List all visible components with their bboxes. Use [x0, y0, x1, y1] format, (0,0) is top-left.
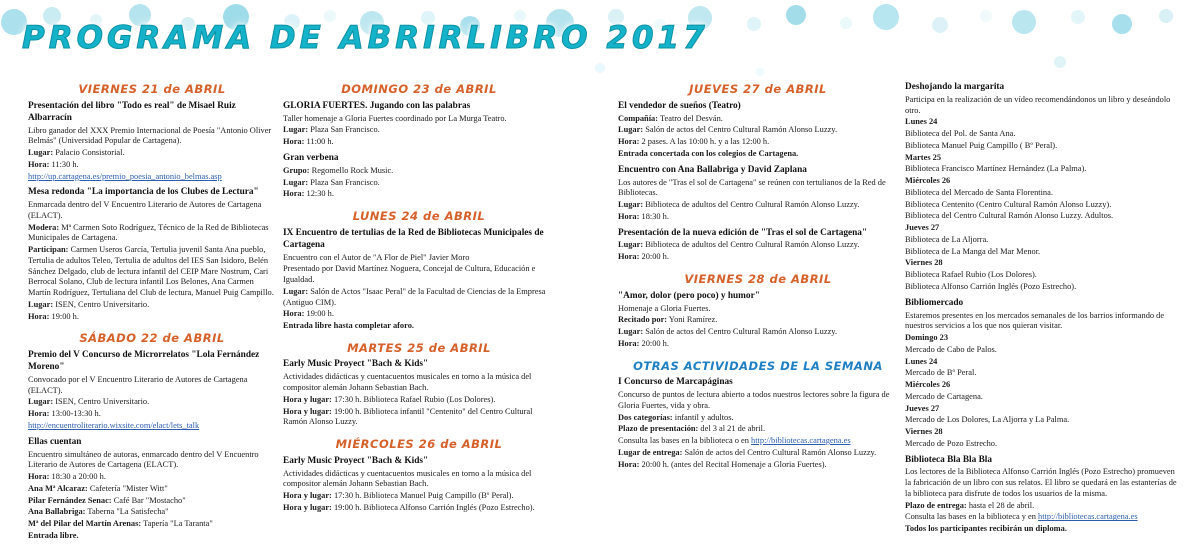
day-heading: SÁBADO 22 de ABRIL — [79, 331, 225, 346]
event-detail-line: Hora: 20:00 h. — [618, 252, 669, 262]
event-detail-line: Actividades didácticas y cuentacuentos musicales en torno a la música del compositor alemán Johann Sebastian Bach. — [283, 372, 532, 393]
event-block — [905, 298, 1180, 450]
detail-label: Lugar: — [28, 148, 54, 157]
event-detail-line: Hora: 18:30 a 20:00 h. — [28, 472, 106, 482]
event-detail-line: Hora: 12:30 h. — [283, 189, 334, 199]
event-detail-line: Participa en la realización de un vídeo recomendándonos un libro y deseándolo otro. — [905, 94, 1171, 115]
event-block — [618, 101, 898, 160]
detail-label: Lugar: — [618, 240, 644, 250]
bubble-decoration — [1112, 14, 1132, 34]
event-detail-line — [905, 223, 1180, 234]
event-detail-line: Biblioteca Rafael Rubio (Los Dolores). — [905, 270, 1037, 280]
detail-label: Recitado por: — [618, 315, 668, 325]
day-heading: VIERNES 28 de ABRIL — [684, 271, 832, 286]
day-heading: MARTES 25 de ABRIL — [347, 340, 491, 355]
detail-label: Entrada libre. — [28, 530, 79, 540]
event-detail-line: Biblioteca del Mercado de Santa Florentina. — [905, 187, 1053, 197]
event-detail-line: Los autores de "Tras el sol de Cartagena" se reúnen con tertulianos de la Red de Bibliotecas. — [618, 177, 886, 198]
event-title: Biblioteca Bla Bla Bla — [905, 454, 993, 465]
detail-label: Pilar Fernández Senac: — [28, 495, 112, 505]
event-detail-line: Biblioteca Francisco Martínez Hernández (La Palma). — [905, 164, 1087, 174]
bubble-decoration — [747, 17, 761, 31]
column-1 — [28, 82, 276, 547]
external-link[interactable]: http://up.cartagena.es/premio_poesia_antonio_belmas.asp — [28, 171, 222, 181]
event-block — [618, 377, 898, 470]
event-detail-line: Biblioteca del Pol. de Santa Ana. — [905, 129, 1016, 139]
event-title: Gran verbena — [283, 152, 339, 163]
detail-label: Domingo 23 — [905, 333, 949, 343]
event-block — [283, 228, 555, 332]
column-2 — [283, 82, 555, 519]
event-title: El vendedor de sueños (Teatro) — [618, 100, 741, 111]
bubble-decoration — [1054, 56, 1066, 68]
detail-label: Ana Ballabriga: — [28, 507, 86, 517]
bubble-decoration — [1012, 10, 1036, 34]
event-detail-line: Estaremos presentes en los mercados semanales de los barrios informando de nuestros servicios a los que nos quieran visitar. — [905, 310, 1165, 331]
detail-label: Miércoles 26 — [905, 176, 951, 186]
event-detail-line — [905, 176, 1180, 187]
event-title: Premio del V Concurso de Microrrelatos "Lola Fernández Moreno" — [28, 350, 260, 372]
event-detail-line: Lugar: Biblioteca de adultos del Centro Cultural Ramón Alonso Luzzy. — [618, 200, 860, 209]
event-detail-line: Hora: 19:00 h. — [283, 309, 334, 319]
event-detail-line: Lugar: Plaza San Francisco. — [283, 177, 380, 187]
detail-label: Hora: — [618, 211, 640, 221]
detail-label: Entrada libre hasta completar aforo. — [283, 321, 414, 330]
event-title: Presentación de la nueva edición de "Tras el sol de Cartagena" — [618, 227, 868, 238]
detail-label: Compañía: — [618, 113, 659, 123]
event-detail-line: Mercado de Los Dolores, La Aljorra y La Palma. — [905, 415, 1070, 425]
detail-label: Lugar: — [283, 125, 309, 135]
detail-label: Martes 25 — [905, 152, 942, 162]
detail-label: Hora: — [618, 137, 640, 147]
detail-label: Mª del Pilar del Martín Arenas: — [28, 519, 142, 529]
bubble-decoration — [756, 68, 764, 76]
event-detail-line — [905, 524, 1180, 535]
event-detail-line: Lugar: ISEN, Centro Universitario. — [28, 299, 150, 309]
event-title: I Concurso de Marcapáginas — [618, 377, 733, 388]
event-detail-line — [905, 258, 1180, 269]
event-detail-line — [618, 149, 898, 160]
detail-label: Jueves 27 — [905, 403, 940, 413]
event-detail-line: Lugar: Salón de Actos "Isaac Peral" de la Facultad de Ciencias de la Empresa (Antiguo CIM). — [283, 286, 546, 307]
event-detail-line: Hora: 2 pases. A las 10:00 h. y a las 12:00 h. — [618, 137, 770, 147]
event-detail-line — [28, 421, 276, 432]
event-detail-line: Homenaje a Gloria Fuertes. — [618, 303, 711, 313]
detail-label: Hora y lugar: — [283, 406, 332, 416]
event-detail-line: Mercado de Cabo de Palos. — [905, 344, 997, 354]
detail-label: Hora: — [28, 409, 50, 419]
detail-label: Dos categorías: — [618, 412, 673, 422]
event-detail-line: Hora: 20:00 h. (antes del Recital Homenaje a Gloria Fuertes). — [618, 459, 827, 469]
event-detail-line: Participan: Carmen Useros García, Tertulia juvenil Santa Ana pueblo, Tertulia de adultos Teleo, Tertulia de adultos del IES San Isidoro, Belén Sánchez Delgado, club de lectura infantil del CEIP Mare Nostrum, Cari Berrocal Solano, Club de lectura infantil Los Belones, Ana Carmen Martín Rodríguez, Tertuliana del Club de lectura, Manuel Puig Campillo. — [28, 245, 274, 298]
event-title: Deshojando la margarita — [905, 82, 1005, 92]
event-block — [618, 165, 898, 223]
bubble-decoration — [840, 17, 852, 29]
detail-label: Viernes 28 — [905, 427, 943, 437]
detail-label: Entrada concertada con los colegios de Cartagena. — [618, 148, 799, 158]
detail-label: Lunes 24 — [905, 356, 938, 366]
detail-label: Hora: — [28, 472, 50, 482]
event-detail-line — [905, 117, 1180, 128]
event-detail-line: Los lectores de la Biblioteca Alfonso Carrión Inglés (Pozo Estrecho) promueven la fabricación de un libro con sus relatos. El libro se quedará en las estanterías de la biblioteca para disfrute de todos los usuarios de la misma. — [905, 467, 1177, 498]
event-title: Bibliomercado — [905, 297, 964, 308]
detail-label: Modera: — [28, 222, 60, 232]
event-detail-line: Biblioteca Manuel Puig Campillo ( Bº Peral). — [905, 140, 1058, 150]
event-detail-line: Pilar Fernández Senac: Café Bar "Mostacho" — [28, 495, 186, 505]
page-title: PROGRAMA DE ABRIRLIBRO 2017 — [22, 20, 709, 56]
event-detail-line: Hora y lugar: 17:30 h. Biblioteca Rafael Rubio (Los Dolores). — [283, 394, 496, 404]
event-detail-line: Taller homenaje a Gloria Fuertes coordinado por La Murga Teatro. — [283, 113, 507, 123]
event-detail-line: Plazo de entrega: hasta el 28 de abril. — [905, 500, 1035, 510]
event-detail-line: Grupo: Regomello Rock Music. — [283, 165, 394, 175]
event-detail-line: Lugar de entrega: Salón de actos del Centro Cultural Ramón Alonso Luzzy. — [618, 447, 877, 457]
event-detail-line: Lugar: Biblioteca de adultos del Centro Cultural Ramón Alonso Luzzy. — [618, 240, 860, 250]
event-detail-line: Encuentro simultáneo de autoras, enmarcado dentro del V Encuentro Literario de Autores de Cartagena (ELACT). — [28, 449, 259, 470]
detail-label: Plazo de presentación: — [618, 424, 699, 434]
event-detail-line: Mercado de Cartagena. — [905, 391, 983, 401]
detail-label: Grupo: — [283, 165, 310, 175]
event-title: Mesa redonda "La importancia de los Clubes de Lectura" — [28, 187, 259, 198]
event-detail-line: Ana Mª Alcaraz: Cafetería "Mister Witt" — [28, 483, 168, 493]
program-columns — [0, 82, 1200, 540]
event-detail-line: Biblioteca de La Manga del Mar Menor. — [905, 246, 1041, 256]
day-heading: LUNES 24 de ABRIL — [352, 209, 486, 223]
detail-label: Lugar: — [618, 327, 644, 336]
event-detail-line — [905, 404, 1180, 415]
detail-label: Lugar: — [618, 200, 644, 209]
event-block — [283, 359, 555, 428]
event-detail-line: Mercado de Pozo Estrecho. — [905, 438, 998, 448]
event-detail-line: Actividades didácticas y cuentacuentos musicales en torno a la música del compositor alemán Johann Sebastian Bach. — [283, 468, 532, 489]
bubble-decoration — [932, 17, 948, 33]
detail-label: Lugar de entrega: — [618, 447, 683, 457]
event-title: IX Encuentro de tertulias de la Red de Bibliotecas Municipales de Cartagena — [283, 227, 544, 250]
event-detail-line: Encuentro con el Autor de "A Flor de Piel" Javier Moro — [283, 252, 470, 262]
detail-label: Hora: — [283, 309, 305, 319]
event-detail-line: Lugar: Salón de actos del Centro Cultural Ramón Alonso Luzzy. — [618, 125, 838, 135]
detail-label: Ana Mª Alcaraz: — [28, 483, 88, 493]
detail-label: Hora: — [283, 189, 305, 199]
event-detail-line: Hora: 18:30 h. — [618, 211, 669, 221]
detail-label: Lunes 24 — [905, 117, 938, 127]
event-detail-line: Biblioteca Alfonso Carrión Inglés (Pozo Estrecho). — [905, 281, 1077, 291]
event-block — [905, 82, 1180, 293]
event-detail-line: Dos categorías: infantil y adultos. — [618, 412, 734, 422]
event-detail-line: Hora y lugar: 19:00 h. Biblioteca infantil "Centenito" del Centro Cultural Ramón Alonso Luzzy. — [283, 406, 533, 427]
event-detail-line: Concurso de puntos de lectura abierto a todos nuestros lectores sobre la figura de Gloria Fuertes, vida y obra. — [618, 390, 890, 410]
event-detail-line: Mª del Pilar del Martín Arenas: Tapería "La Taranta" — [28, 519, 213, 529]
event-title: Early Music Proyect "Bach & Kids" — [283, 359, 429, 370]
event-detail-line: Hora y lugar: 17:30 h. Biblioteca Manuel Puig Campillo (Bº Peral). — [283, 491, 514, 501]
event-detail-line: Enmarcada dentro del V Encuentro Literario de Autores de Cartagena (ELACT). — [28, 200, 262, 220]
detail-label: Hora y lugar: — [283, 491, 332, 501]
event-block — [283, 101, 555, 148]
event-detail-line: Plazo de presentación: del 3 al 21 de abril. — [618, 424, 766, 434]
event-detail-line: Modera: Mª Carmen Soto Rodríguez, Técnico de la Red de Bibliotecas Municipales de Cartagena. — [28, 222, 269, 243]
event-detail-line: Hora: 19:00 h. — [28, 311, 79, 321]
event-block — [618, 228, 898, 263]
external-link[interactable]: http://bibliotecas.cartagena.es — [1038, 512, 1138, 522]
detail-label: Hora y lugar: — [283, 394, 332, 404]
event-title: Presentación del libro "Todo es real" de Misael Ruiz Albarracín — [28, 100, 236, 123]
detail-label: Lugar: — [28, 397, 54, 407]
detail-label: Todos los participantes recibirán un diploma. — [905, 524, 1067, 534]
event-detail-line: Hora: 20:00 h. — [618, 338, 669, 348]
event-detail-line — [28, 531, 276, 542]
event-block — [28, 437, 276, 542]
detail-label: Hora: — [618, 459, 640, 469]
detail-label: Participan: — [28, 245, 69, 255]
column-4 — [905, 82, 1180, 540]
column-3 — [618, 82, 898, 475]
event-detail-line: Convocado por el V Encuentro Literario de Autores de Cartagena (ELACT). — [28, 374, 248, 395]
event-detail-line: Compañía: Teatro del Desván. — [618, 113, 723, 123]
day-heading: DOMINGO 23 de ABRIL — [341, 82, 497, 96]
event-detail-line: Recitado por: Yoni Ramírez. — [618, 315, 718, 325]
detail-label: Hora: — [28, 311, 50, 321]
bubble-decoration — [786, 5, 806, 25]
event-block — [28, 187, 276, 322]
detail-label: Lugar: — [618, 125, 644, 135]
event-title: GLORIA FUERTES. Jugando con las palabras — [283, 100, 471, 111]
day-heading: MIÉRCOLES 26 de ABRIL — [335, 437, 503, 452]
event-detail-line: Biblioteca del Centro Cultural Ramón Alonso Luzzy. Adultos. — [905, 211, 1114, 221]
event-title: Ellas cuentan — [28, 436, 82, 447]
event-detail-line: Presentado por David Martínez Noguera, Concejal de Cultura, Educación e Igualdad. — [283, 264, 536, 284]
event-block — [618, 291, 898, 350]
detail-label: Hora: — [618, 338, 640, 348]
detail-label: Plazo de entrega: — [905, 500, 967, 510]
event-detail-line: Lugar: Plaza San Francisco. — [283, 125, 380, 135]
detail-label: Hora: — [28, 159, 50, 169]
day-heading: VIERNES 21 de ABRIL — [78, 82, 226, 96]
day-heading: JUEVES 27 de ABRIL — [689, 82, 827, 96]
detail-label: Hora: — [283, 137, 305, 147]
event-detail-line: Biblioteca Centenito (Centro Cultural Ramón Alonso Luzzy). — [905, 199, 1112, 209]
event-detail-line: Hora: 11:00 h. — [283, 137, 334, 147]
event-detail-line — [905, 380, 1180, 391]
detail-label: Viernes 28 — [905, 258, 943, 268]
event-detail-line: Consulta las bases en la biblioteca o en http://bibliotecas.cartagena.es — [618, 436, 851, 446]
detail-label: Lugar: — [283, 177, 309, 187]
event-detail-line: Consulta las bases en la biblioteca y en http://bibliotecas.cartagena.es — [905, 512, 1138, 522]
bubble-decoration — [873, 4, 899, 30]
detail-label: Jueves 27 — [905, 223, 940, 233]
event-detail-line — [28, 172, 276, 183]
detail-label: Miércoles 26 — [905, 380, 951, 390]
event-detail-line: Hora y lugar: 19:00 h. Biblioteca Alfonso Carrión Inglés (Pozo Estrecho). — [283, 502, 535, 512]
event-detail-line: Lugar: ISEN, Centro Universitario. — [28, 397, 150, 407]
event-detail-line: Hora: 11:30 h. — [28, 159, 79, 169]
day-heading: OTRAS ACTIVIDADES DE LA SEMANA — [633, 358, 883, 373]
external-link[interactable]: http://bibliotecas.cartagena.es — [751, 436, 851, 446]
bubble-decoration — [595, 63, 605, 73]
detail-label: Lugar: — [28, 299, 54, 309]
detail-label: Lugar: — [283, 286, 309, 296]
event-detail-line — [283, 321, 555, 332]
event-detail-line: Ana Ballabriga: Taberna "La Satisfecha" — [28, 507, 169, 517]
event-title: Early Music Proyect "Bach & Kids" — [283, 455, 429, 466]
event-detail-line — [905, 427, 1180, 438]
detail-label: Hora y lugar: — [283, 502, 332, 512]
event-detail-line: Mercado de Bº Peral. — [905, 368, 977, 378]
event-detail-line: Hora: 13:00-13:30 h. — [28, 409, 101, 419]
detail-label: Hora: — [618, 252, 640, 262]
bubble-decoration — [980, 10, 992, 22]
external-link[interactable]: http://encuentroliterario.wixsite.com/elact/lets_talk — [28, 420, 200, 430]
event-detail-line — [905, 357, 1180, 368]
bubble-decoration — [1071, 10, 1085, 24]
event-block — [28, 350, 276, 432]
event-title: "Amor, dolor (pero poco) y humor" — [618, 290, 760, 301]
event-block — [283, 456, 555, 514]
event-block — [283, 153, 555, 200]
event-block — [28, 101, 276, 183]
event-detail-line — [905, 153, 1180, 164]
event-title: Encuentro con Ana Ballabriga y David Zaplana — [618, 164, 807, 175]
event-detail-line — [905, 333, 1180, 344]
event-block — [905, 455, 1180, 535]
bubble-decoration — [1159, 9, 1173, 23]
event-detail-line: Lugar: Palacio Consistorial. — [28, 148, 125, 157]
event-detail-line: Biblioteca de La Aljorra. — [905, 234, 989, 244]
event-detail-line: Lugar: Salón de actos del Centro Cultural Ramón Alonso Luzzy. — [618, 327, 838, 336]
event-detail-line: Libro ganador del XXX Premio Internacional de Poesía "Antonio Oliver Belmás" (Universidad Popular de Cartagena). — [28, 125, 272, 146]
